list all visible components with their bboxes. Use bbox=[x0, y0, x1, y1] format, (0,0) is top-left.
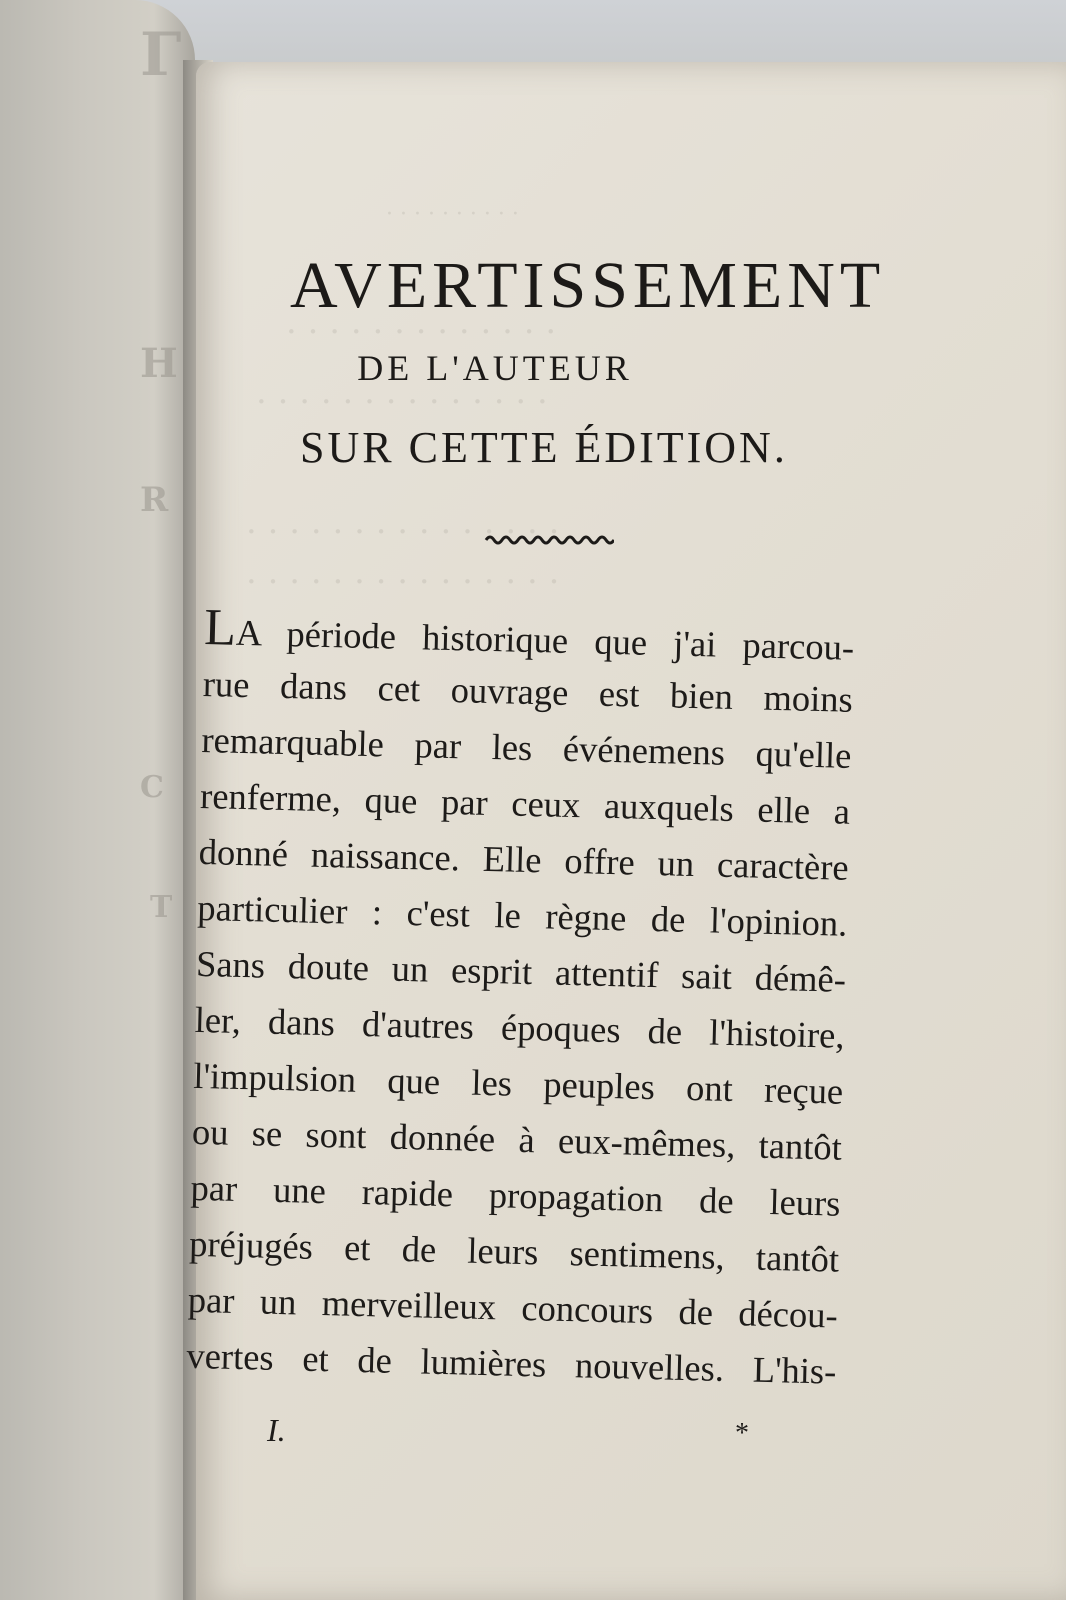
text-line: Sans doute un esprit attentif sait démê- bbox=[195, 942, 847, 1000]
text-line: particulier : c'est le règne de l'opinion. bbox=[196, 886, 848, 944]
text-line: par une rapide propagation de leurs bbox=[190, 1166, 841, 1224]
left-page-ghost: R bbox=[140, 480, 169, 520]
bleed-through-text: · · · · · · · · · · · · · bbox=[286, 312, 557, 352]
left-page-ghost: H bbox=[140, 340, 178, 387]
bleed-through-text: · · · · · · · · · · · · · · · bbox=[246, 562, 560, 602]
text-line: vertes et de lumières nouvelles. L'his- bbox=[186, 1334, 837, 1392]
left-page-ghost: Г bbox=[140, 20, 182, 90]
text-line: renferme, que par ceux auxquels elle a bbox=[199, 774, 851, 832]
page-subtitle-edition: SUR CETTE ÉDITION. bbox=[300, 423, 788, 472]
drop-cap: L bbox=[203, 599, 237, 657]
ornament-divider bbox=[484, 530, 614, 550]
left-page-ghost: C bbox=[140, 770, 164, 805]
text-line: ler, dans d'autres époques de l'histoire, bbox=[194, 998, 846, 1056]
bleed-through-text: · · · · · · · · · · · · · · bbox=[256, 382, 548, 422]
page-subtitle: DE L'AUTEUR bbox=[357, 348, 633, 388]
bleed-through-text: · · · · · · · · · · bbox=[386, 202, 519, 227]
text-line: ou se sont donnée à eux-mêmes, tantôt bbox=[191, 1110, 843, 1168]
text-line: l'impulsion que les peuples ont reçue bbox=[192, 1054, 844, 1112]
first-word-rest: A bbox=[235, 611, 261, 654]
text-line: par un merveilleux concours de décou- bbox=[187, 1278, 839, 1336]
left-page-ghost: T bbox=[150, 890, 173, 925]
text-line: donné naissance. Elle offre un caractère bbox=[198, 830, 850, 888]
footer-asterisk: * bbox=[735, 1418, 749, 1449]
text-line: préjugés et de leurs sentimens, tantôt bbox=[188, 1222, 840, 1280]
body-text bbox=[186, 600, 855, 1400]
signature-mark: I. bbox=[267, 1412, 286, 1448]
text-line: rue dans cet ouvrage est bien moins bbox=[202, 662, 854, 720]
text-line: LA période historique que j'ai parcou- bbox=[203, 599, 855, 668]
left-page bbox=[0, 0, 195, 1600]
bleed-through-text: · · · · · · · · · · · · · · · bbox=[246, 512, 560, 552]
text-line: remarquable par les événemens qu'elle bbox=[201, 718, 852, 776]
page-title: AVERTISSEMENT bbox=[290, 249, 886, 322]
